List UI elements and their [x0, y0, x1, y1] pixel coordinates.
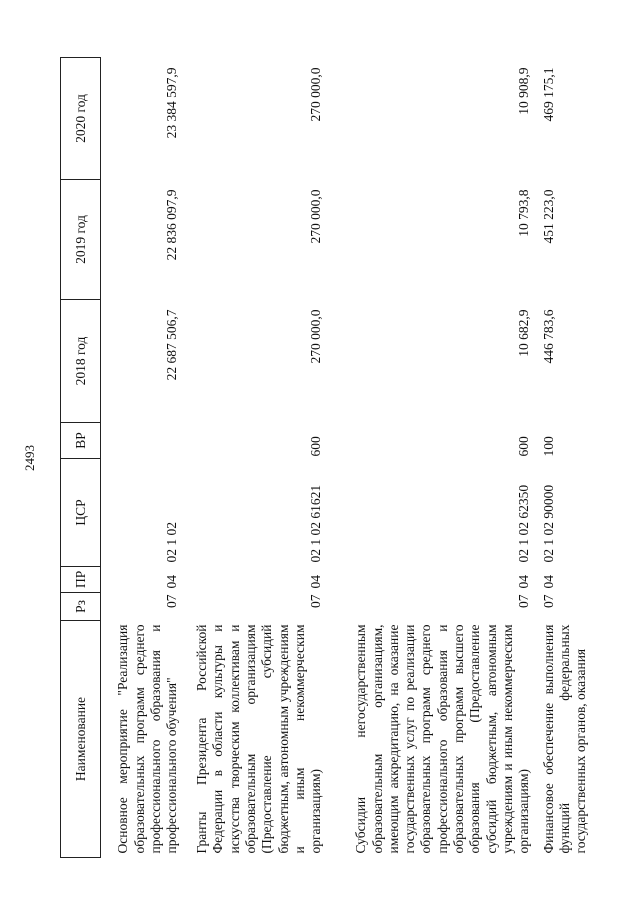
row-2020: 270 000,0 [308, 67, 324, 122]
row-2018: 10 682,9 [516, 309, 532, 357]
header-pr: ПР [61, 567, 101, 593]
row-vr: 600 [308, 436, 324, 457]
header-vr: ВР [61, 423, 101, 459]
budget-table-container [60, 58, 620, 858]
row-vr [101, 423, 187, 459]
table-row [187, 58, 331, 858]
header-2019: 2019 год [61, 180, 101, 300]
table-row [331, 58, 539, 858]
table-header-row [61, 58, 101, 858]
header-2018: 2018 год [61, 300, 101, 423]
row-rz: 07 [540, 594, 556, 608]
row-csr: 02 1 02 62350 [516, 484, 532, 563]
header-name: Наименование [61, 621, 101, 858]
row-name: Гранты Президента Российской Федерации в области культуры и искусства творческим коллективам и образовательным организациям (Предоставление субсидий бюджетным, автономным учреждениям и иным некоммерческим организациям) [194, 624, 324, 854]
row-name: Субсидии негосударственным образовательным организациям, имеющим аккредитацию, на оказание государственных услуг по реализации образовательных программ среднего профессионального образования и образовательных программ высшего образования (Предоставление субсидий бюджетным, автономным учреждениям и иным некоммерческим организациям) [353, 624, 532, 854]
header-2020: 2020 год [61, 58, 101, 180]
row-2019: 10 793,8 [516, 189, 532, 237]
row-rz: 07 [516, 594, 532, 608]
row-csr: 02 1 02 61621 [308, 484, 324, 563]
header-csr: ЦСР [61, 459, 101, 567]
budget-table [60, 57, 599, 858]
row-rz: 07 [308, 594, 324, 608]
row-vr: 100 [540, 436, 556, 457]
table-row [539, 58, 599, 858]
row-2020: 10 908,9 [516, 67, 532, 115]
row-2019: 270 000,0 [308, 189, 324, 244]
row-pr: 04 [164, 575, 180, 589]
row-name: Финансовое обеспечение выполнения функций федеральных государственных органов, оказания [540, 624, 589, 854]
row-name: Основное мероприятие "Реализация образовательных программ среднего профессионального образования и профессионального обучения" [115, 624, 180, 854]
row-2018: 270 000,0 [308, 309, 324, 364]
row-pr: 04 [308, 575, 324, 589]
row-vr: 600 [516, 436, 532, 457]
header-rz: Рз [61, 593, 101, 621]
row-pr: 04 [516, 575, 532, 589]
page-number: 2493 [22, 445, 37, 471]
row-2018: 22 687 506,7 [164, 309, 180, 381]
row-2019: 22 836 097,9 [164, 189, 180, 261]
row-csr: 02 1 02 [164, 522, 180, 563]
row-2019: 451 223,0 [540, 189, 556, 244]
row-pr: 04 [540, 575, 556, 589]
row-rz: 07 [164, 594, 180, 608]
row-2020: 23 384 597,9 [164, 67, 180, 139]
table-row [101, 58, 187, 858]
row-csr: 02 1 02 90000 [540, 484, 556, 563]
row-2018: 446 783,6 [540, 309, 556, 364]
row-2020: 469 175,1 [540, 67, 556, 122]
